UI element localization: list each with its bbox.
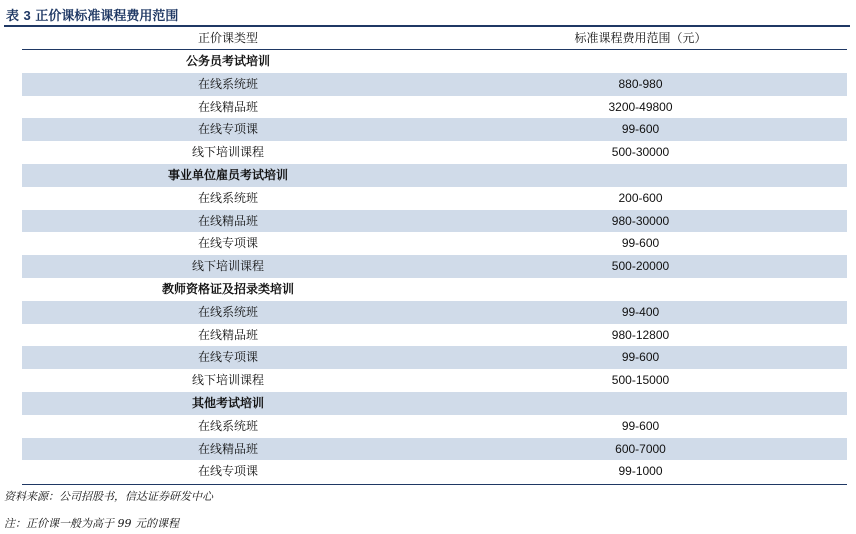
table-row bbox=[22, 96, 847, 119]
table-row bbox=[22, 369, 847, 392]
fee-range-cell: 880-980 bbox=[434, 73, 847, 96]
category-row bbox=[22, 50, 847, 73]
category-row bbox=[22, 392, 847, 415]
category-row bbox=[22, 278, 847, 301]
course-type-cell: 在线专项课 bbox=[22, 460, 434, 483]
table-bottom-rule bbox=[22, 484, 847, 485]
fee-range-cell: 600-7000 bbox=[434, 438, 847, 461]
fee-range-cell: 500-20000 bbox=[434, 255, 847, 278]
table-title-number: 3 bbox=[23, 8, 31, 23]
fee-range-cell: 99-600 bbox=[434, 415, 847, 438]
fee-range-cell: 500-30000 bbox=[434, 141, 847, 164]
fee-range-cell: 99-600 bbox=[434, 346, 847, 369]
table-row bbox=[22, 118, 847, 141]
category-name: 公务员考试培训 bbox=[22, 50, 434, 73]
table-row bbox=[22, 255, 847, 278]
table-row bbox=[22, 210, 847, 233]
fee-table-body bbox=[22, 50, 847, 484]
course-type-cell: 在线精品班 bbox=[22, 96, 434, 119]
table-row bbox=[22, 301, 847, 324]
source-note: 资料来源：公司招股书，信达证券研发中心 bbox=[4, 490, 213, 503]
table-row bbox=[22, 460, 847, 483]
fee-range-cell bbox=[434, 278, 847, 301]
table-row bbox=[22, 141, 847, 164]
course-type-cell: 线下培训课程 bbox=[22, 255, 434, 278]
table-row bbox=[22, 187, 847, 210]
fee-range-cell: 99-1000 bbox=[434, 460, 847, 483]
table-row bbox=[22, 324, 847, 347]
course-type-cell: 线下培训课程 bbox=[22, 369, 434, 392]
course-type-cell: 在线专项课 bbox=[22, 232, 434, 255]
fee-range-cell: 980-12800 bbox=[434, 324, 847, 347]
table-row bbox=[22, 415, 847, 438]
category-name: 其他考试培训 bbox=[22, 392, 434, 415]
fee-range-cell: 980-30000 bbox=[434, 210, 847, 233]
table-title-text: 正价课标准课程费用范围 bbox=[35, 9, 179, 24]
fee-range-cell: 500-15000 bbox=[434, 369, 847, 392]
header-fee-range: 标准课程费用范围（元） bbox=[434, 27, 847, 50]
course-type-cell: 在线系统班 bbox=[22, 187, 434, 210]
fee-range-cell bbox=[434, 392, 847, 415]
fee-range-cell: 99-400 bbox=[434, 301, 847, 324]
fee-table bbox=[22, 27, 847, 483]
table-title-prefix: 表 bbox=[6, 9, 20, 24]
header-course-type: 正价课类型 bbox=[22, 27, 434, 50]
table-row bbox=[22, 346, 847, 369]
course-type-cell: 在线系统班 bbox=[22, 415, 434, 438]
course-type-cell: 在线精品班 bbox=[22, 210, 434, 233]
category-name: 教师资格证及招录类培训 bbox=[22, 278, 434, 301]
course-type-cell: 线下培训课程 bbox=[22, 141, 434, 164]
table-title bbox=[6, 5, 178, 24]
header-row bbox=[22, 27, 847, 50]
table-row bbox=[22, 73, 847, 96]
category-name: 事业单位雇员考试培训 bbox=[22, 164, 434, 187]
course-type-cell: 在线系统班 bbox=[22, 73, 434, 96]
fee-range-cell bbox=[434, 164, 847, 187]
fee-range-cell bbox=[434, 50, 847, 73]
fee-range-cell: 99-600 bbox=[434, 118, 847, 141]
course-type-cell: 在线系统班 bbox=[22, 301, 434, 324]
course-type-cell: 在线精品班 bbox=[22, 324, 434, 347]
category-row bbox=[22, 164, 847, 187]
fee-range-cell: 99-600 bbox=[434, 232, 847, 255]
fee-range-cell: 200-600 bbox=[434, 187, 847, 210]
course-type-cell: 在线专项课 bbox=[22, 346, 434, 369]
course-type-cell: 在线精品班 bbox=[22, 438, 434, 461]
fee-range-cell: 3200-49800 bbox=[434, 96, 847, 119]
table-row bbox=[22, 232, 847, 255]
table-row bbox=[22, 438, 847, 461]
course-type-cell: 在线专项课 bbox=[22, 118, 434, 141]
footnote: 注：正价课一般为高于 99 元的课程 bbox=[4, 517, 179, 530]
